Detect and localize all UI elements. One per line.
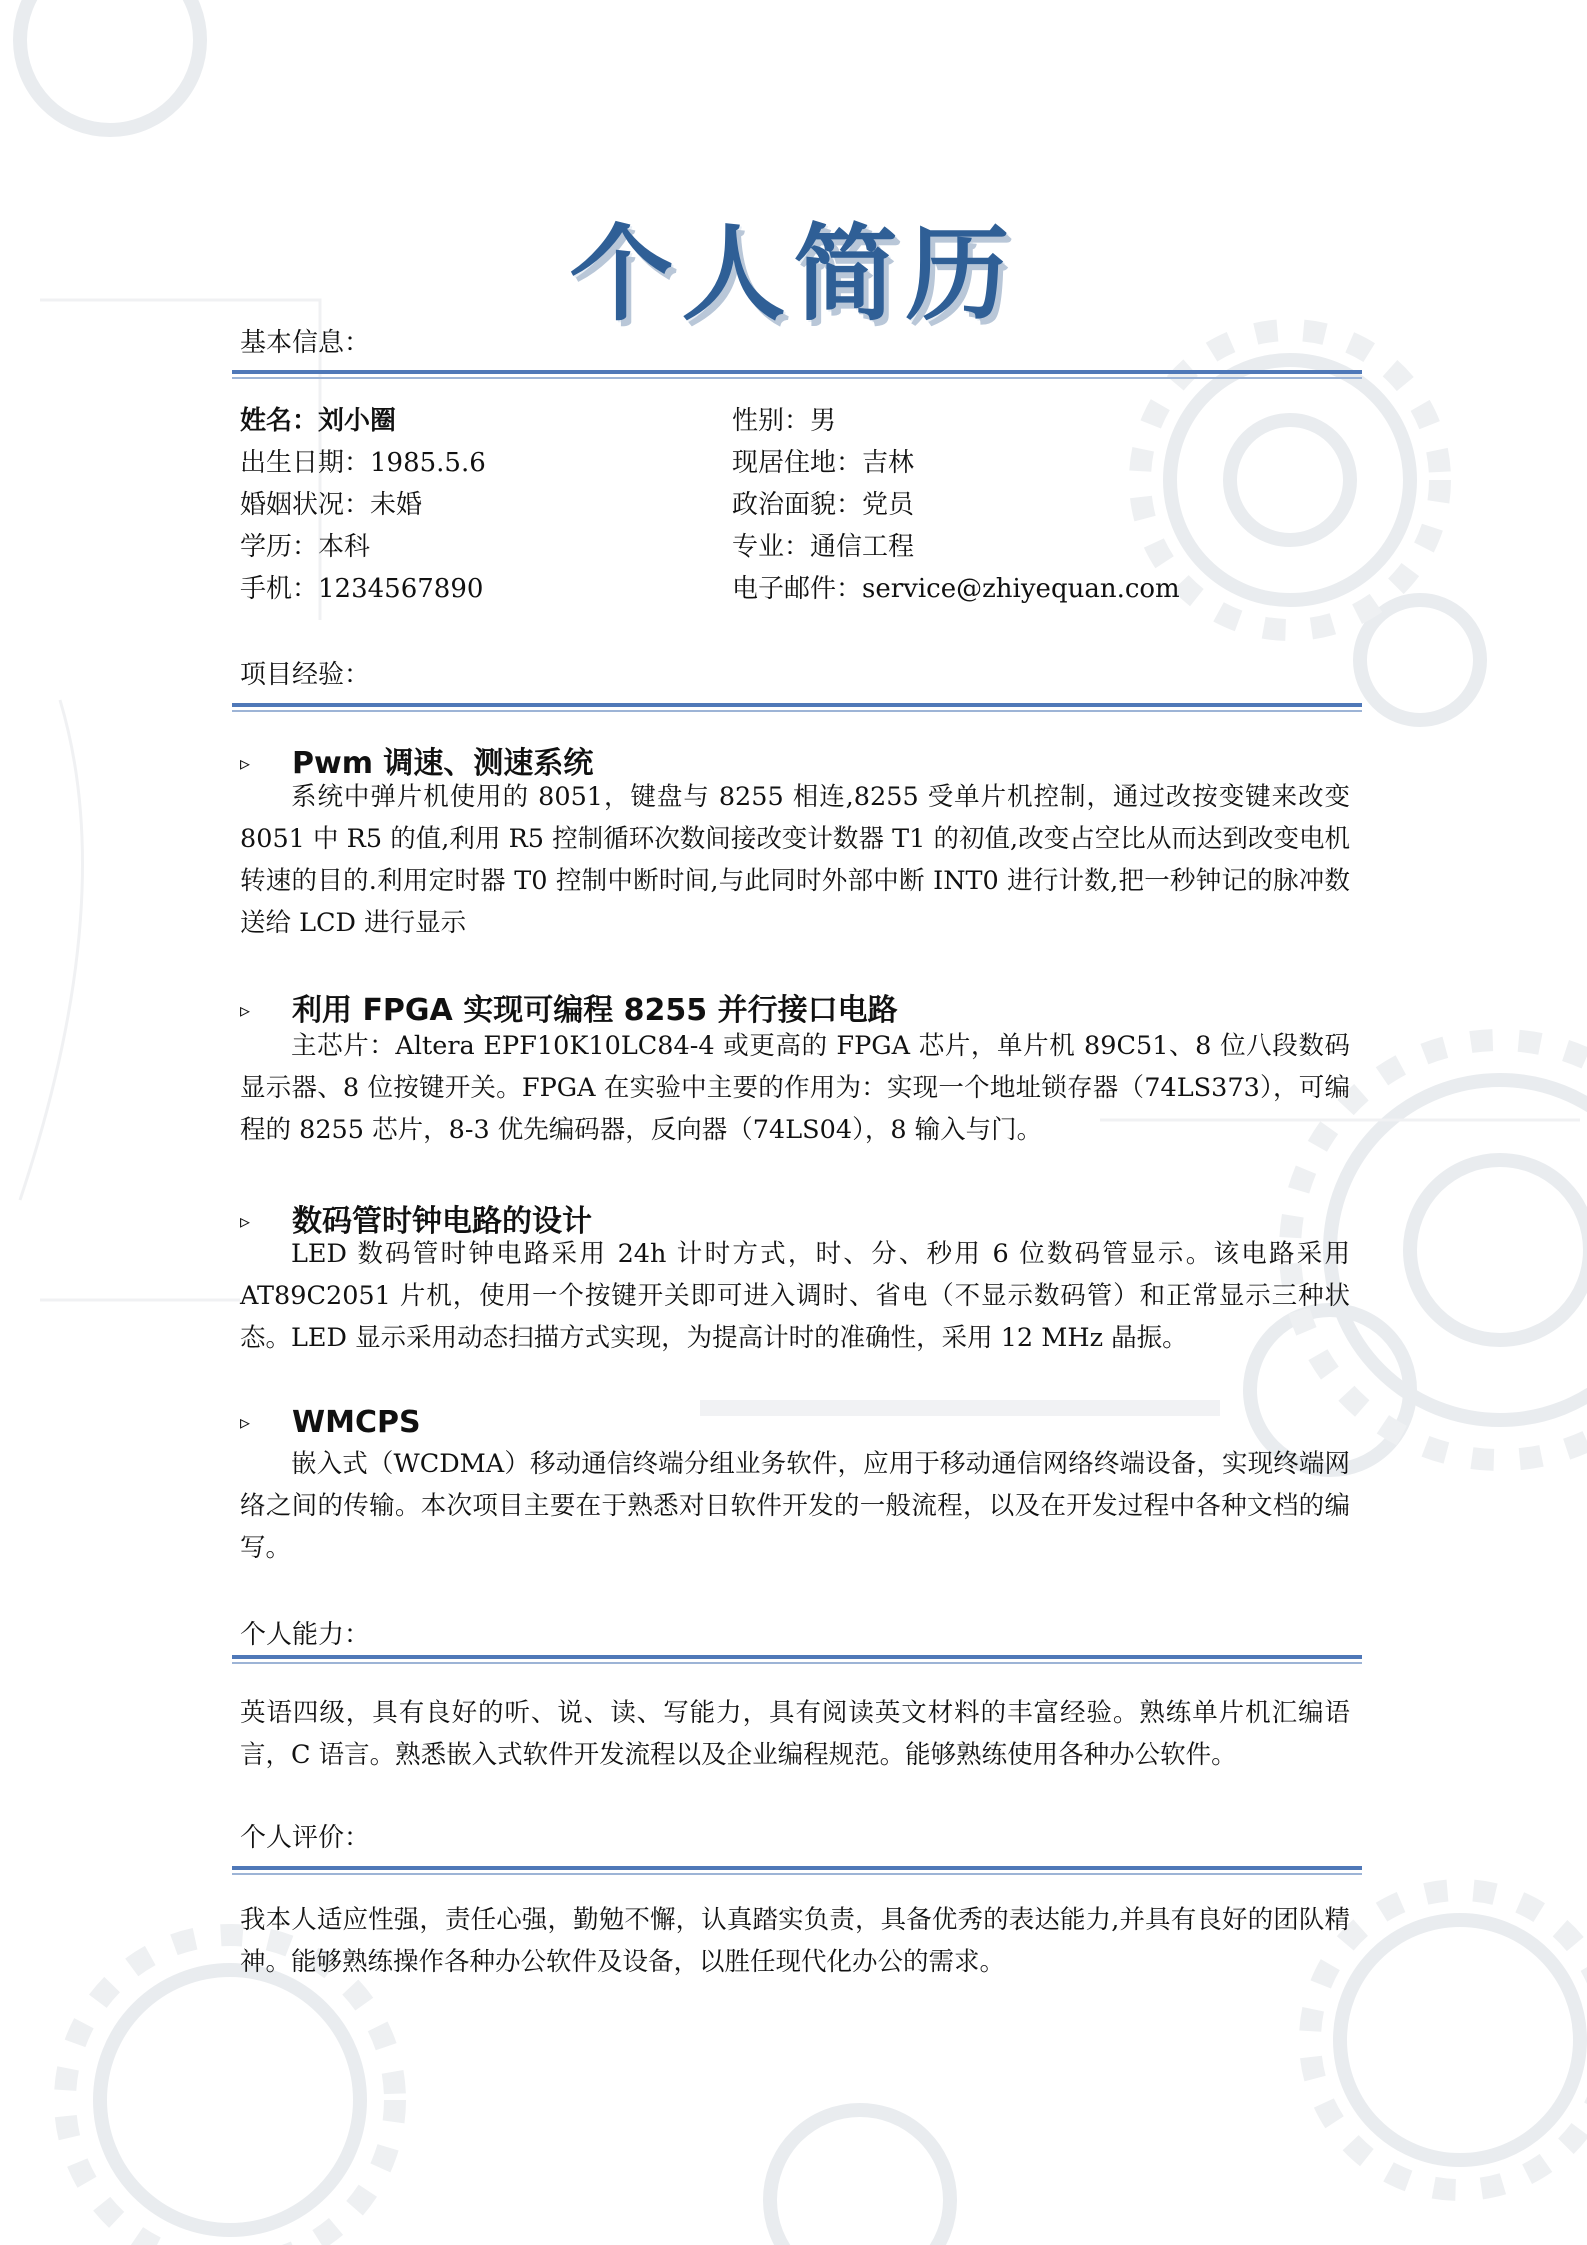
major-field: 专业：通信工程	[732, 532, 915, 562]
name-field: 姓名：刘小圈	[240, 406, 397, 436]
info-row	[240, 442, 1350, 484]
info-row	[240, 400, 1350, 442]
section-label-skills: 个人能力：	[240, 1620, 371, 1650]
section-label-evaluation: 个人评价：	[240, 1823, 371, 1853]
project-description: 嵌入式（WCDMA）移动通信终端分组业务软件，应用于移动通信网络终端设备，实现终端网络之间的传输。本次项目主要在于熟悉对日软件开发的一般流程，以及在开发过程中各种文档的编写。	[240, 1449, 1350, 1563]
marital-status-field: 婚姻状况：未婚	[240, 490, 423, 520]
section-divider	[232, 1655, 1362, 1667]
project-description: 系统中弹片机使用的 8051，键盘与 8255 相连,8255 受单片机控制，通过改按变键来改变8051 中 R5 的值,利用 R5 控制循环次数间接改变计数器 T1 的初值,改变占空比从而达到改变电机转速的目的.利用定时器 T0 控制中断时间,与此同时外部中断 INT0 进行计数,把一秒钟记的脉冲数送给 LCD 进行显示	[240, 782, 1350, 938]
project-title-text: 利用 FPGA 实现可编程 8255 并行接口电路	[292, 993, 898, 1028]
section-divider	[232, 1866, 1362, 1878]
section-divider	[232, 703, 1362, 715]
info-row	[240, 568, 1350, 610]
triangle-bullet-icon: ▹	[240, 1410, 251, 1434]
triangle-bullet-icon: ▹	[240, 998, 251, 1022]
project-description: 主芯片：Altera EPF10K10LC84-4 或更高的 FPGA 芯片，单片机 89C51、8 位八段数码显示器、8 位按键开关。FPGA 在实验中主要的作用为：实现一个地址锁存器（74LS373），可编程的 8255 芯片，8-3 优先编码器，反向器（74LS04），8 输入与门。	[240, 1031, 1350, 1145]
basic-info-table	[240, 400, 1350, 610]
education-field: 学历：本科	[240, 532, 371, 562]
info-row	[240, 526, 1350, 568]
email-field: 电子邮件：service@zhiyequan.com	[732, 574, 1180, 604]
political-status-field: 政治面貌：党员	[732, 490, 915, 520]
skills-text: 英语四级，具有良好的听、说、读、写能力，具有阅读英文材料的丰富经验。熟练单片机汇编语言，C 语言。熟悉嵌入式软件开发流程以及企业编程规范。能够熟练使用各种办公软件。	[240, 1698, 1350, 1770]
birthdate-field: 出生日期：1985.5.6	[240, 448, 486, 478]
project-title	[240, 985, 898, 1029]
project-title-text: Pwm 调速、测速系统	[292, 746, 594, 781]
project-description: LED 数码管时钟电路采用 24h 计时方式，时、分、秒用 6 位数码管显示。该电路采用 AT89C2051 片机，使用一个按键开关即可进入调时、省电（不显示数码管）和正常显示三种状态。LED 显示采用动态扫描方式实现，为提高计时的准确性，采用 12 MHz 晶振。	[240, 1239, 1350, 1353]
project-title-text: WMCPS	[292, 1405, 421, 1440]
project-title-text: 数码管时钟电路的设计	[292, 1204, 592, 1239]
phone-field: 手机：1234567890	[240, 574, 484, 604]
residence-field: 现居住地：吉林	[732, 448, 915, 478]
section-divider	[232, 370, 1362, 382]
project-title	[240, 1405, 421, 1440]
info-row	[240, 484, 1350, 526]
section-label-basic-info: 基本信息：	[240, 328, 371, 358]
triangle-bullet-icon: ▹	[240, 1209, 251, 1233]
triangle-bullet-icon: ▹	[240, 751, 251, 775]
evaluation-text: 我本人适应性强，责任心强，勤勉不懈，认真踏实负责，具备优秀的表达能力,并具有良好的团队精神。能够熟练操作各种办公软件及设备，以胜任现代化办公的需求。	[240, 1905, 1350, 1977]
page-title: 个人简历	[569, 212, 1018, 335]
gender-field: 性别：男	[732, 406, 837, 436]
section-label-projects: 项目经验：	[240, 660, 371, 690]
